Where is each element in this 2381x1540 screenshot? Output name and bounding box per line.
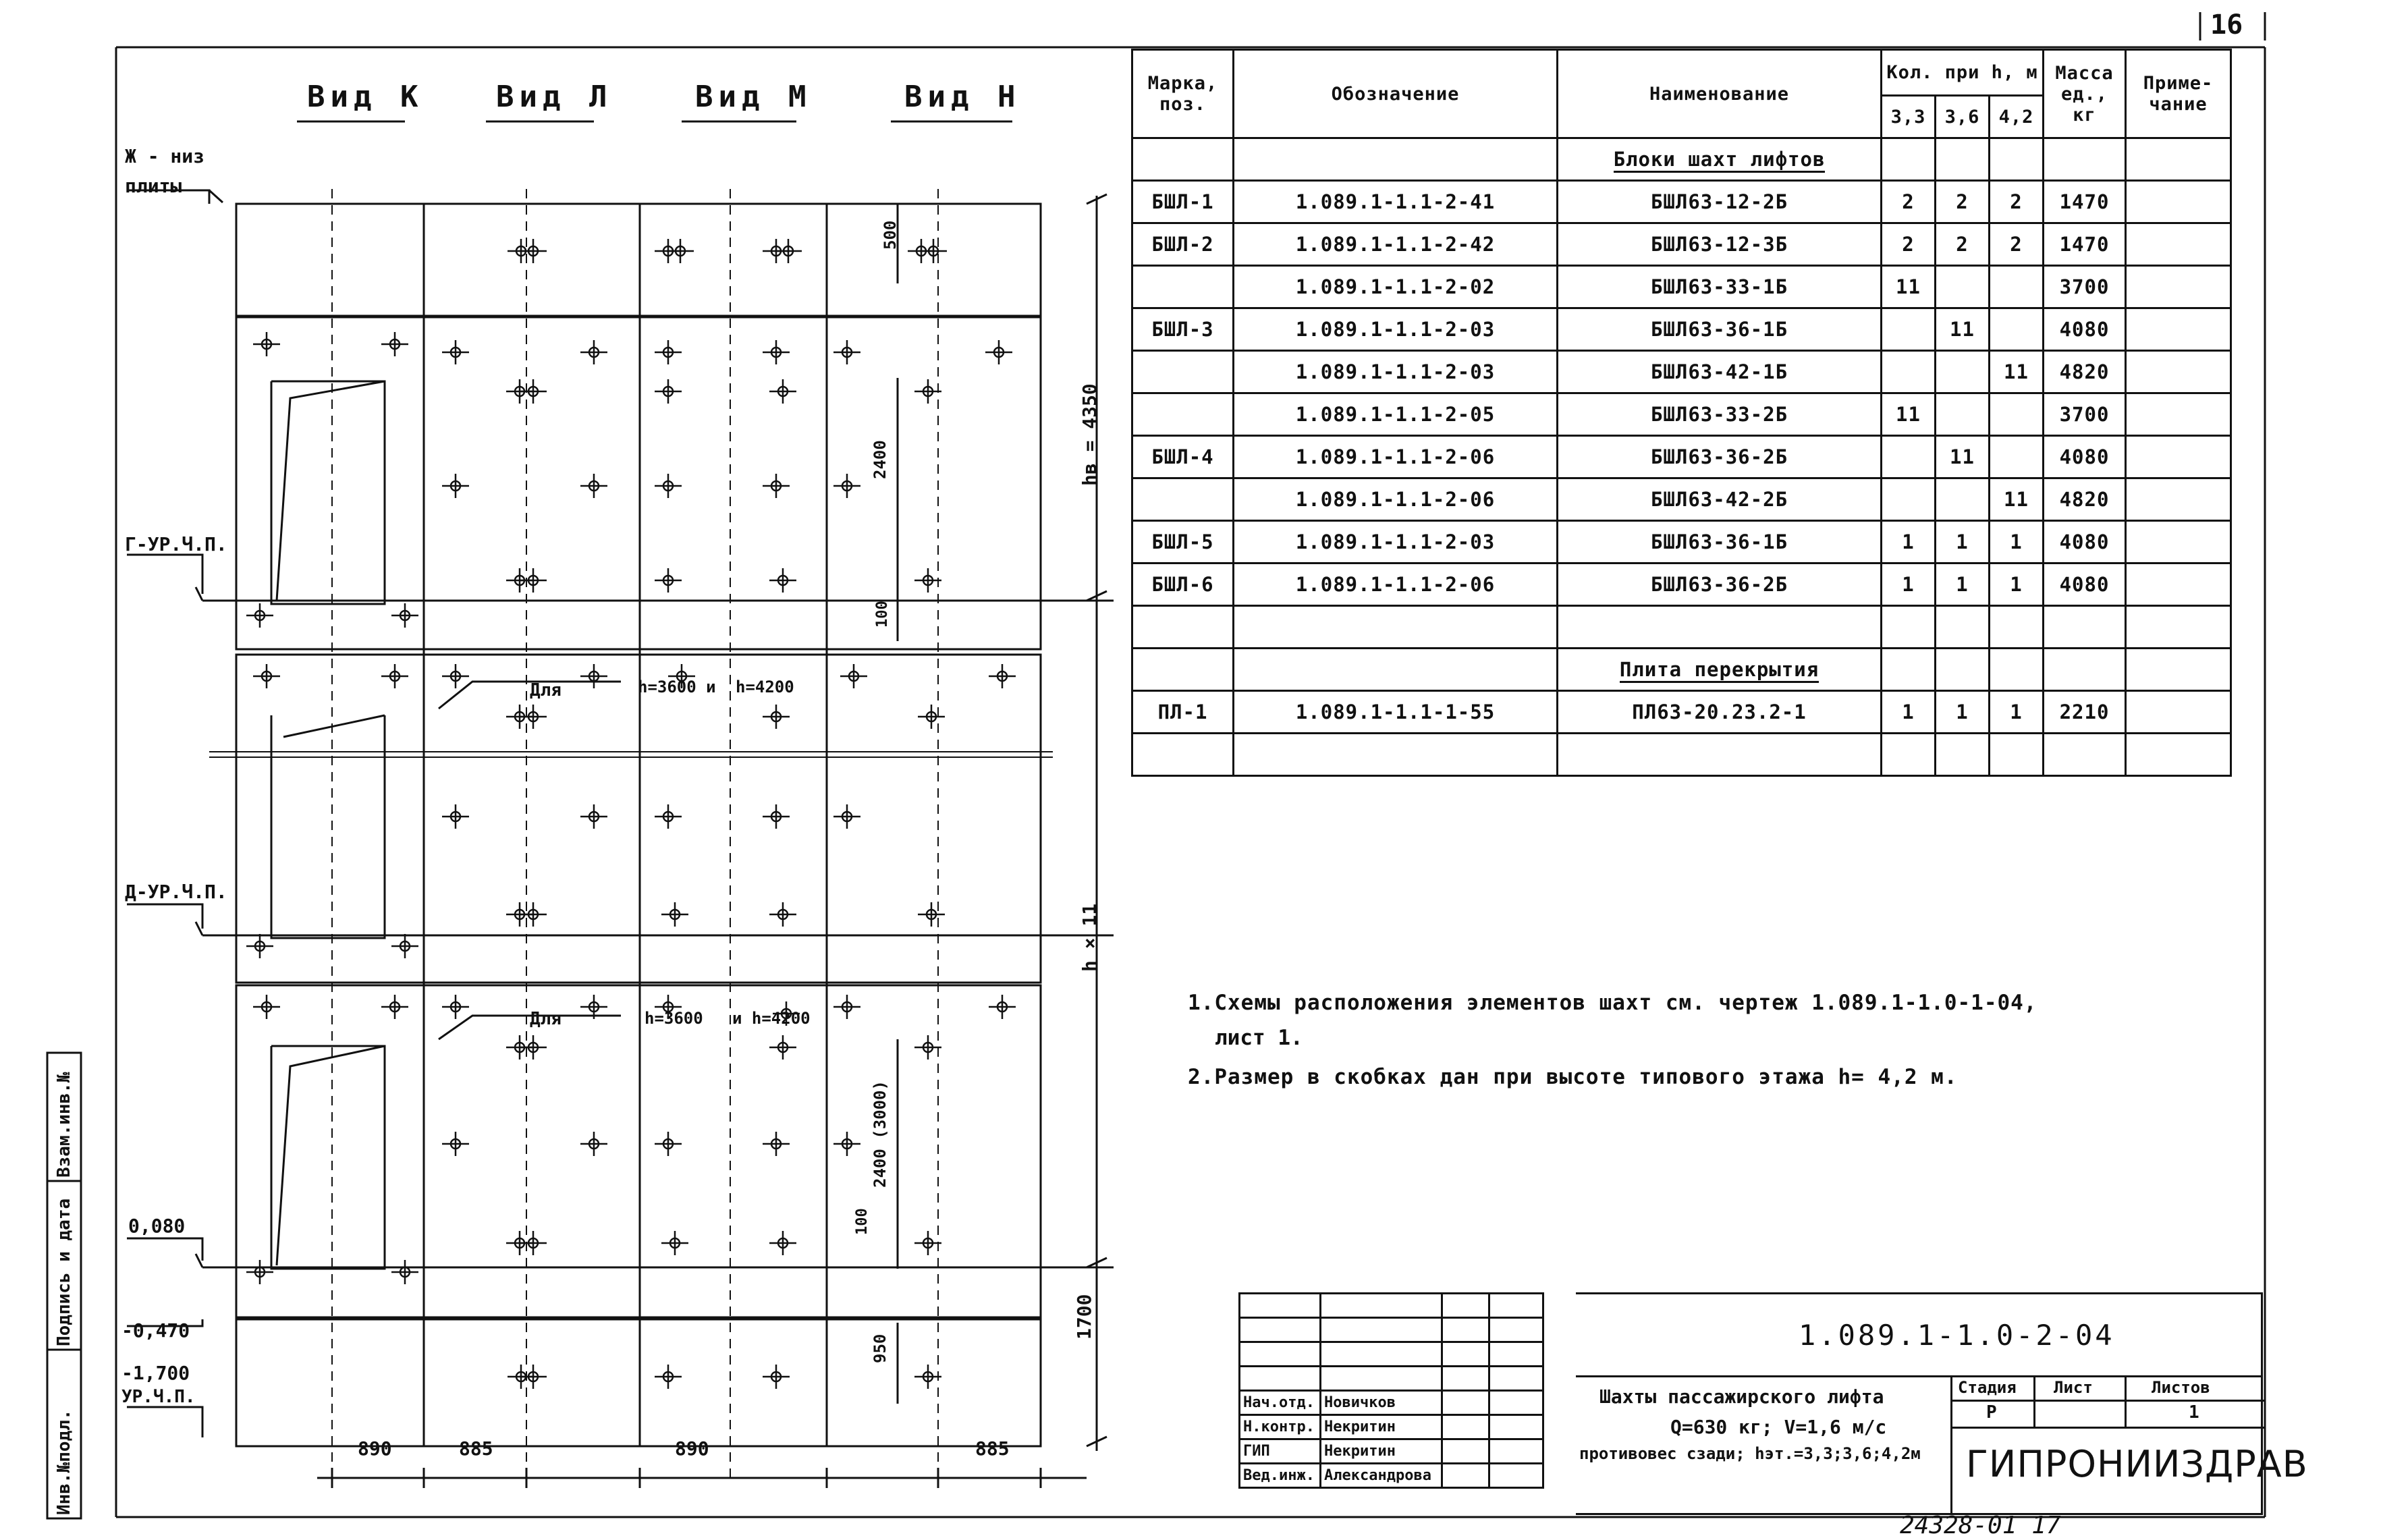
header-note: Приме-чание bbox=[2126, 50, 2231, 138]
dim-1700: 1700 bbox=[1073, 1294, 1095, 1340]
header-mark: Марка, поз. bbox=[1132, 50, 1234, 138]
cell-q2 bbox=[1936, 266, 1990, 308]
cell-mark bbox=[1132, 393, 1234, 436]
cell-q1 bbox=[1882, 436, 1936, 478]
anchor-marker bbox=[769, 1231, 796, 1255]
view-label-l: Вид Л bbox=[496, 80, 613, 114]
dim-500: 500 bbox=[881, 220, 900, 250]
anchor-marker bbox=[763, 804, 790, 829]
person-3: Александрова bbox=[1321, 1464, 1442, 1488]
sheets-value: 1 bbox=[2189, 1402, 2199, 1423]
anchor-marker bbox=[914, 1365, 941, 1389]
specification-table bbox=[1131, 49, 2232, 777]
cell-designation: 1.089.1-1.1-2-05 bbox=[1234, 393, 1558, 436]
note-h4200-b: и h=4200 bbox=[732, 1009, 811, 1028]
cell-q2: 1 bbox=[1936, 563, 1990, 606]
cell-name: БШЛ63-36-2Б bbox=[1558, 563, 1882, 606]
anchor-marker bbox=[442, 1132, 469, 1156]
anchor-marker bbox=[833, 1132, 860, 1156]
anchor-marker bbox=[391, 1260, 418, 1284]
anchor-marker bbox=[655, 1132, 682, 1156]
note-for-b: Для bbox=[530, 1009, 562, 1029]
note-for-a: Для bbox=[530, 680, 562, 700]
section-shaft-blocks: Блоки шахт лифтов bbox=[1558, 138, 1882, 181]
anchor-marker bbox=[520, 902, 547, 927]
anchor-marker bbox=[661, 1231, 688, 1255]
footer-number: 24328-01 17 bbox=[1900, 1512, 2061, 1539]
anchor-marker bbox=[381, 332, 408, 356]
table-row bbox=[1132, 436, 2231, 478]
anchor-marker bbox=[442, 474, 469, 498]
table-row bbox=[1132, 351, 2231, 393]
cell-mass: 4820 bbox=[2044, 351, 2126, 393]
anchor-marker bbox=[520, 568, 547, 593]
level-d: Д-УР.Ч.П. bbox=[125, 881, 227, 903]
cell-designation: 1.089.1-1.1-2-03 bbox=[1234, 308, 1558, 351]
header-name: Наименование bbox=[1558, 50, 1882, 138]
role-3: Вед.инж. bbox=[1240, 1464, 1321, 1488]
anchor-marker bbox=[246, 934, 273, 958]
level-minus-0470: -0,470 bbox=[121, 1319, 190, 1342]
cell-name: БШЛ63-36-1Б bbox=[1558, 521, 1882, 563]
dim-bottom-890-b: 890 bbox=[675, 1437, 709, 1460]
cell-designation: 1.089.1-1.1-2-06 bbox=[1234, 436, 1558, 478]
dim-2400-3000: 2400 (3000) bbox=[871, 1080, 890, 1188]
cell-q2: 11 bbox=[1936, 308, 1990, 351]
anchor-marker bbox=[580, 1132, 607, 1156]
anchor-marker bbox=[655, 568, 682, 593]
cell-q2: 2 bbox=[1936, 181, 1990, 223]
header-q1: 3,3 bbox=[1882, 96, 1936, 138]
cell-q3: 1 bbox=[1990, 563, 2044, 606]
view-label-n: Вид Н bbox=[904, 80, 1021, 114]
cell-name: ПЛ63-20.23.2-1 bbox=[1558, 691, 1882, 734]
title-line-2: Q=630 кг; V=1,6 м/с bbox=[1670, 1416, 1887, 1438]
page-number: 16 bbox=[2210, 9, 2243, 40]
cell-q3: 1 bbox=[1990, 521, 2044, 563]
anchor-marker bbox=[769, 1035, 796, 1060]
cell-designation: 1.089.1-1.1-2-03 bbox=[1234, 351, 1558, 393]
cell-q2: 11 bbox=[1936, 436, 1990, 478]
cell-mass: 4080 bbox=[2044, 308, 2126, 351]
stage-value: Р bbox=[1986, 1402, 1997, 1423]
anchor-marker bbox=[442, 995, 469, 1019]
cell-name: БШЛ63-42-1Б bbox=[1558, 351, 1882, 393]
anchor-marker bbox=[655, 340, 682, 364]
cell-q1: 1 bbox=[1882, 521, 1936, 563]
cell-mass: 1470 bbox=[2044, 181, 2126, 223]
cell-designation: 1.089.1-1.1-2-02 bbox=[1234, 266, 1558, 308]
cell-q1 bbox=[1882, 308, 1936, 351]
anchor-marker bbox=[655, 1365, 682, 1389]
cell-name: БШЛ63-33-1Б bbox=[1558, 266, 1882, 308]
cell-designation: 1.089.1-1.1-2-06 bbox=[1234, 563, 1558, 606]
cell-mass: 4080 bbox=[2044, 521, 2126, 563]
anchor-marker bbox=[442, 804, 469, 829]
level-pit: УР.Ч.П. bbox=[121, 1387, 196, 1407]
section-slab: Плита перекрытия bbox=[1558, 649, 1882, 691]
organization: ГИПРОНИИЗДРАВ bbox=[1966, 1443, 2308, 1485]
anchor-marker bbox=[833, 474, 860, 498]
cell-q3: 11 bbox=[1990, 478, 2044, 521]
cell-q3 bbox=[1990, 308, 2044, 351]
anchor-marker bbox=[253, 332, 280, 356]
anchor-marker bbox=[775, 239, 802, 263]
stamp-sign-date: Подпись и дата bbox=[54, 1198, 74, 1346]
note-h3600-a: h=3600 и bbox=[638, 678, 716, 696]
anchor-marker bbox=[661, 902, 688, 927]
anchor-marker bbox=[520, 239, 547, 263]
cell-q2: 1 bbox=[1936, 691, 1990, 734]
anchor-marker bbox=[520, 1231, 547, 1255]
cell-mark: БШЛ-4 bbox=[1132, 436, 1234, 478]
anchor-marker bbox=[253, 664, 280, 688]
anchor-marker bbox=[833, 995, 860, 1019]
anchor-marker bbox=[580, 664, 607, 688]
cell-mass: 4080 bbox=[2044, 563, 2126, 606]
note-h4200-a: h=4200 bbox=[736, 678, 794, 696]
anchor-marker bbox=[763, 1132, 790, 1156]
dim-100: 100 bbox=[874, 601, 891, 628]
level-g: Г-УР.Ч.П. bbox=[125, 533, 227, 555]
cell-q3: 11 bbox=[1990, 351, 2044, 393]
anchor-marker bbox=[381, 995, 408, 1019]
anchor-marker bbox=[833, 340, 860, 364]
note-h3600-b: h=3600 bbox=[645, 1009, 703, 1028]
cell-q1 bbox=[1882, 478, 1936, 521]
header-mass: Масса ед., кг bbox=[2044, 50, 2126, 138]
dim-2400: 2400 bbox=[871, 440, 890, 479]
anchor-marker bbox=[391, 934, 418, 958]
cell-designation: 1.089.1-1.1-2-41 bbox=[1234, 181, 1558, 223]
cell-name: БШЛ63-42-2Б bbox=[1558, 478, 1882, 521]
sheets-header: Листов bbox=[2152, 1378, 2210, 1397]
role-1: Н.контр. bbox=[1240, 1415, 1321, 1439]
cell-q3: 2 bbox=[1990, 223, 2044, 266]
stage-header: Стадия bbox=[1958, 1378, 2017, 1397]
role-2: ГИП bbox=[1240, 1439, 1321, 1464]
cell-mark: БШЛ-1 bbox=[1132, 181, 1234, 223]
table-row bbox=[1132, 563, 2231, 606]
anchor-marker bbox=[580, 340, 607, 364]
drawing-code: 1.089.1-1.0-2-04 bbox=[1799, 1319, 2115, 1352]
stamp-inv-orig: Инв.№подл. bbox=[54, 1409, 74, 1515]
cell-q3 bbox=[1990, 266, 2044, 308]
cell-designation: 1.089.1-1.1-1-55 bbox=[1234, 691, 1558, 734]
cell-designation: 1.089.1-1.1-2-03 bbox=[1234, 521, 1558, 563]
anchor-marker bbox=[920, 239, 947, 263]
anchor-marker bbox=[655, 379, 682, 404]
anchor-marker bbox=[985, 340, 1012, 364]
table-row bbox=[1132, 691, 2231, 734]
anchor-marker bbox=[763, 474, 790, 498]
cell-mass: 2210 bbox=[2044, 691, 2126, 734]
stamp-replaced-inv: Взам.инв.№ bbox=[54, 1072, 74, 1178]
cell-q1: 2 bbox=[1882, 223, 1936, 266]
cell-name: БШЛ63-12-3Б bbox=[1558, 223, 1882, 266]
cell-mark: БШЛ-6 bbox=[1132, 563, 1234, 606]
cell-mark bbox=[1132, 351, 1234, 393]
title-block-right bbox=[1576, 1292, 2308, 1515]
table-row bbox=[1132, 308, 2231, 351]
sheet-header: Лист bbox=[2054, 1378, 2093, 1397]
anchor-marker bbox=[381, 664, 408, 688]
table-row bbox=[1132, 223, 2231, 266]
cell-q1: 11 bbox=[1882, 266, 1936, 308]
anchor-marker bbox=[989, 995, 1016, 1019]
anchor-marker bbox=[769, 902, 796, 927]
cell-designation: 1.089.1-1.1-2-42 bbox=[1234, 223, 1558, 266]
cell-q3: 1 bbox=[1990, 691, 2044, 734]
title-line-1: Шахты пассажирского лифта bbox=[1599, 1385, 1884, 1408]
anchor-marker bbox=[918, 902, 945, 927]
anchor-marker bbox=[520, 1035, 547, 1060]
table-row bbox=[1132, 521, 2231, 563]
cell-mass: 3700 bbox=[2044, 266, 2126, 308]
cell-name: БШЛ63-33-2Б bbox=[1558, 393, 1882, 436]
table-row bbox=[1132, 266, 2231, 308]
cell-name: БШЛ63-36-2Б bbox=[1558, 436, 1882, 478]
anchor-marker bbox=[833, 804, 860, 829]
cell-q1 bbox=[1882, 351, 1936, 393]
anchor-marker bbox=[840, 664, 867, 688]
note-1: 1.Схемы расположения элементов шахт см. чертеж 1.089.1-1.0-1-04, bbox=[1188, 991, 2037, 1015]
person-0: Новичков bbox=[1321, 1391, 1442, 1415]
anchor-marker bbox=[246, 1260, 273, 1284]
dim-100b: 100 bbox=[854, 1208, 871, 1235]
anchor-marker bbox=[580, 474, 607, 498]
title-block-left bbox=[1238, 1292, 1544, 1489]
anchor-marker bbox=[655, 804, 682, 829]
cell-q3 bbox=[1990, 436, 2044, 478]
dim-bottom-885-b: 885 bbox=[975, 1437, 1010, 1460]
dim-bottom-885-a: 885 bbox=[459, 1437, 493, 1460]
anchor-marker bbox=[989, 664, 1016, 688]
cell-q2: 2 bbox=[1936, 223, 1990, 266]
cell-name: БШЛ63-12-2Б bbox=[1558, 181, 1882, 223]
anchor-marker bbox=[769, 568, 796, 593]
anchor-marker bbox=[655, 474, 682, 498]
anchor-marker bbox=[763, 340, 790, 364]
anchor-marker bbox=[520, 379, 547, 404]
cell-mark: БШЛ-2 bbox=[1132, 223, 1234, 266]
anchor-marker bbox=[763, 1365, 790, 1389]
dim-950: 950 bbox=[871, 1333, 890, 1363]
cell-mark: БШЛ-5 bbox=[1132, 521, 1234, 563]
header-designation: Обозначение bbox=[1234, 50, 1558, 138]
table-row bbox=[1132, 393, 2231, 436]
cell-q2 bbox=[1936, 393, 1990, 436]
person-2: Некритин bbox=[1321, 1439, 1442, 1464]
anchor-marker bbox=[763, 705, 790, 729]
cell-mass: 4080 bbox=[2044, 436, 2126, 478]
cell-q2 bbox=[1936, 478, 1990, 521]
header-qty: Кол. при h, м bbox=[1882, 50, 2044, 96]
anchor-marker bbox=[253, 995, 280, 1019]
cell-mark bbox=[1132, 266, 1234, 308]
role-0: Нач.отд. bbox=[1240, 1391, 1321, 1415]
cell-q1: 2 bbox=[1882, 181, 1936, 223]
view-label-k: Вид К bbox=[307, 80, 424, 114]
cell-q1: 1 bbox=[1882, 691, 1936, 734]
anchor-marker bbox=[391, 603, 418, 628]
table-row bbox=[1132, 478, 2231, 521]
anchor-marker bbox=[769, 379, 796, 404]
cell-q1: 1 bbox=[1882, 563, 1936, 606]
table-row bbox=[1132, 181, 2231, 223]
anchor-marker bbox=[520, 1365, 547, 1389]
level-slab-bottom: Ж - низ плиты bbox=[125, 145, 205, 197]
cell-mass: 1470 bbox=[2044, 223, 2126, 266]
title-line-3: противовес сзади; hэт.=3,3;3,6;4,2м bbox=[1579, 1444, 1921, 1463]
cell-designation: 1.089.1-1.1-2-06 bbox=[1234, 478, 1558, 521]
header-q2: 3,6 bbox=[1936, 96, 1990, 138]
note-2: 2.Размер в скобках дан при высоте типового этажа h= 4,2 м. bbox=[1188, 1065, 1958, 1089]
anchor-marker bbox=[580, 804, 607, 829]
cell-q3: 2 bbox=[1990, 181, 2044, 223]
note-1b: лист 1. bbox=[1215, 1026, 1303, 1050]
dim-h-x-11: h × 11 bbox=[1078, 903, 1101, 972]
cell-mark: БШЛ-3 bbox=[1132, 308, 1234, 351]
header-q3: 4,2 bbox=[1990, 96, 2044, 138]
anchor-marker bbox=[520, 705, 547, 729]
dim-bottom-890-a: 890 bbox=[358, 1437, 392, 1460]
anchor-marker bbox=[914, 568, 941, 593]
cell-mass: 4820 bbox=[2044, 478, 2126, 521]
anchor-marker bbox=[667, 239, 694, 263]
person-1: Некритин bbox=[1321, 1415, 1442, 1439]
view-label-m: Вид М bbox=[695, 80, 812, 114]
cell-q2: 1 bbox=[1936, 521, 1990, 563]
cell-mark bbox=[1132, 478, 1234, 521]
dim-hb-4350: hв = 4350 bbox=[1078, 383, 1101, 486]
cell-name: БШЛ63-36-1Б bbox=[1558, 308, 1882, 351]
cell-q3 bbox=[1990, 393, 2044, 436]
anchor-marker bbox=[246, 603, 273, 628]
level-minus-1700: -1,700 bbox=[121, 1362, 190, 1384]
level-0080: 0,080 bbox=[128, 1215, 186, 1237]
cell-mark: ПЛ-1 bbox=[1132, 691, 1234, 734]
cell-q1: 11 bbox=[1882, 393, 1936, 436]
cell-mass: 3700 bbox=[2044, 393, 2126, 436]
anchor-marker bbox=[442, 664, 469, 688]
anchor-marker bbox=[442, 340, 469, 364]
anchor-marker bbox=[918, 705, 945, 729]
cell-q2 bbox=[1936, 351, 1990, 393]
